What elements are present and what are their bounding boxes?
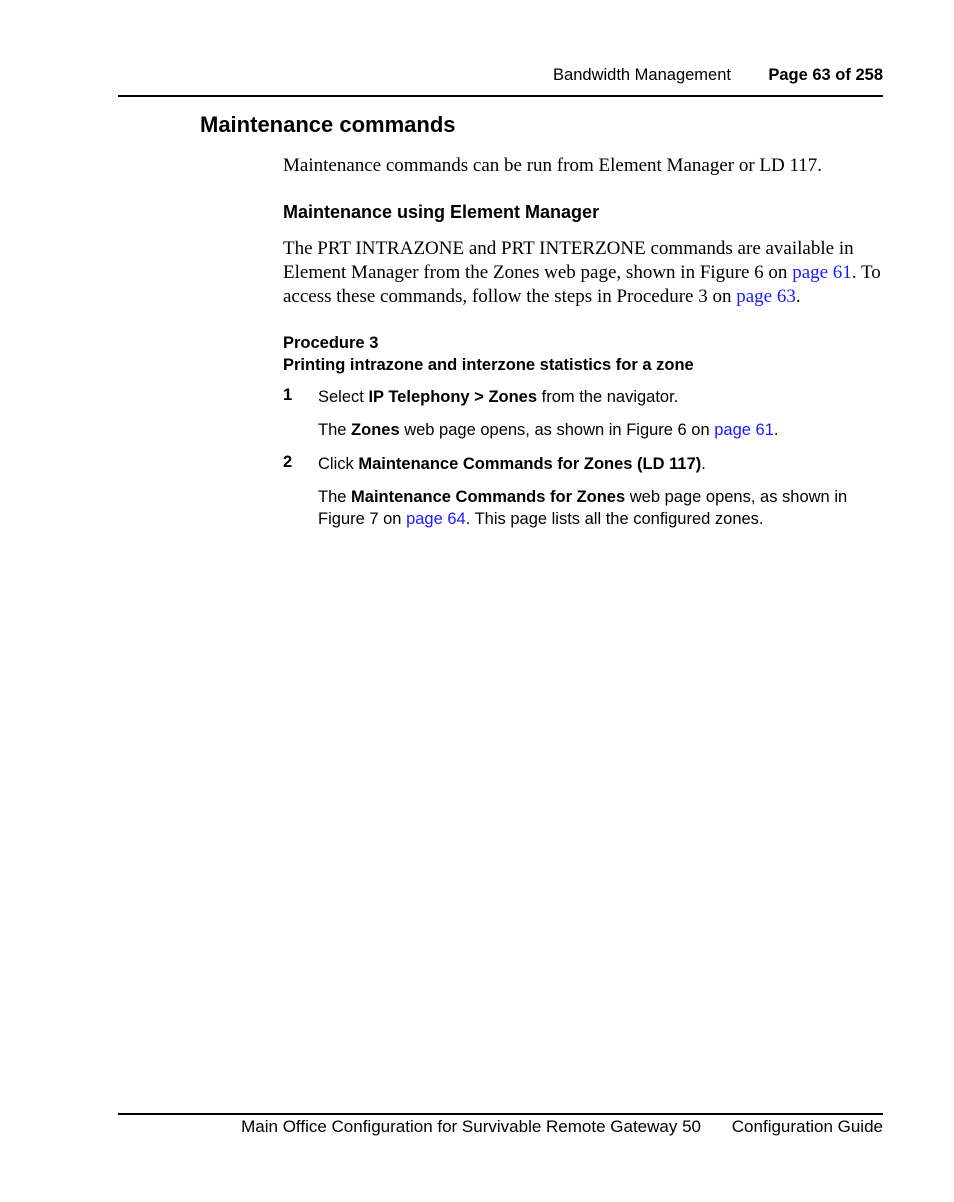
procedure-title: Printing intrazone and interzone statistics for a zone	[283, 356, 694, 374]
footer-document-title: Main Office Configuration for Survivable Remote Gateway 50	[241, 1117, 701, 1136]
step-1-suffix: from the navigator.	[537, 388, 679, 406]
page-header	[118, 66, 883, 86]
step-1-number: 1	[283, 386, 293, 404]
header-section-title: Bandwidth Management	[553, 66, 731, 84]
header-rule	[118, 95, 883, 97]
step-2-suffix: .	[701, 455, 706, 473]
step-1-result-suffix: .	[773, 421, 779, 439]
intro-paragraph: Maintenance commands can be run from Element Manager or LD 117.	[283, 155, 823, 176]
section-heading: Maintenance commands	[200, 112, 456, 137]
step-2-result-middle: web page opens, as shown in Figure 7 on	[318, 488, 848, 528]
step-2-result	[318, 486, 888, 530]
step-2-command: Maintenance Commands for Zones (LD 117)	[358, 455, 702, 473]
footer-doc-type: Configuration Guide	[731, 1117, 883, 1136]
body-text-1: The PRT INTRAZONE and PRT INTERZONE commands are available in Element Manager from the Zones web page, shown in Figure 6 on	[283, 238, 854, 283]
step-2-number: 2	[283, 453, 293, 471]
page-footer	[118, 1117, 883, 1141]
step-1-menu-ip-telephony: IP Telephony	[368, 388, 470, 406]
link-page-61[interactable]: page 61	[792, 262, 852, 283]
link-page-63[interactable]: page 63	[736, 286, 796, 307]
header-page-number: Page 63 of 258	[768, 66, 883, 84]
step-2-prefix: Click	[318, 455, 359, 473]
procedure-label: Procedure 3	[283, 334, 379, 352]
step-1-result	[318, 419, 888, 441]
step-1-separator: >	[469, 388, 489, 406]
step-1-result-middle: web page opens, as shown in Figure 6 on	[399, 421, 715, 439]
body-text-2: . To access these commands, follow the steps in Procedure 3 on	[283, 262, 881, 307]
step-1-link-page-61[interactable]: page 61	[714, 421, 774, 439]
step-1-result-prefix: The	[318, 421, 352, 439]
step-2-link-page-64[interactable]: page 64	[406, 510, 466, 528]
step-1-text	[318, 386, 888, 408]
step-2-result-bold: Maintenance Commands for Zones	[351, 488, 626, 506]
step-2-text	[318, 453, 888, 475]
step-2-result-suffix: . This page lists all the configured zones.	[465, 510, 764, 528]
step-2-result-prefix: The	[318, 488, 352, 506]
step-1-prefix: Select	[318, 388, 369, 406]
footer-rule	[118, 1113, 883, 1115]
body-text-3: .	[795, 286, 801, 307]
step-1-menu-zones: Zones	[488, 388, 538, 406]
subsection-heading: Maintenance using Element Manager	[283, 202, 600, 222]
subsection-paragraph	[283, 237, 883, 309]
step-1-result-bold: Zones	[351, 421, 400, 439]
procedure-heading	[283, 332, 694, 376]
